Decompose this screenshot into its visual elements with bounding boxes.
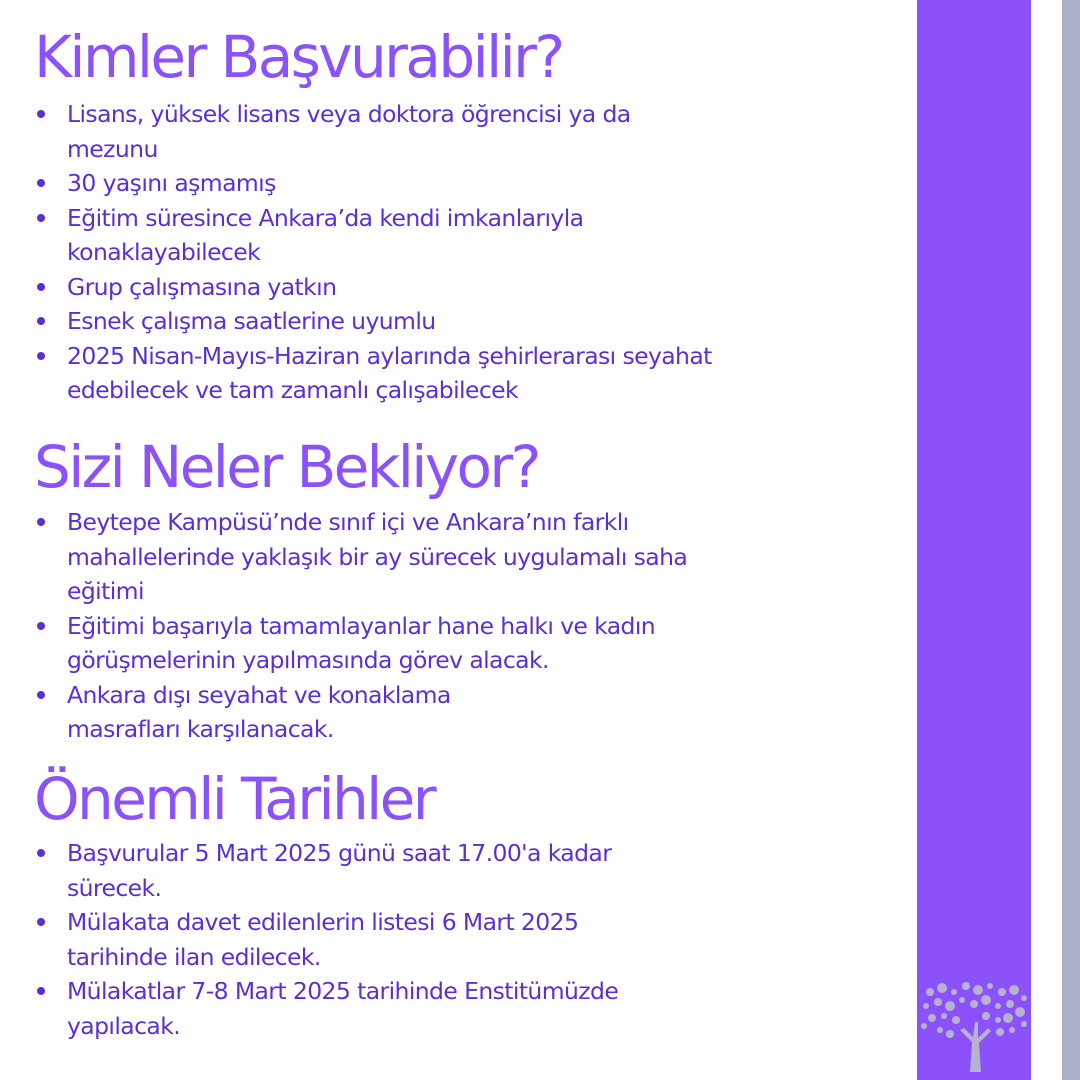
heading-important-dates: Önemli Tarihler [34, 765, 434, 833]
what-awaits-list [34, 505, 734, 747]
list-item: Başvurular 5 Mart 2025 günü saat 17.00'a kadar sürecek. [34, 836, 697, 905]
important-dates-list [34, 836, 714, 1043]
purple-side-band [917, 0, 1031, 1080]
list-item: 2025 Nisan-Mayıs-Haziran aylarında şehirlerarası seyahat edebilecek ve tam zamanlı çalışabilecek [34, 339, 837, 408]
heading-who-can-apply: Kimler Başvurabilir? [34, 23, 563, 91]
heading-what-awaits: Sizi Neler Bekliyor? [34, 433, 539, 501]
list-item: Beytepe Kampüsü’nde sınıf içi ve Ankara’nın farklı mahallelerinde yaklaşık bir ay sürecek uygulamalı saha eğitimi [34, 505, 727, 609]
gray-edge-band [1062, 0, 1080, 1080]
tree-logo-icon [920, 980, 1030, 1072]
list-item: Mülakata davet edilenlerin listesi 6 Mart 2025 tarihinde ilan edilecek. [34, 905, 677, 974]
list-item: Eğitimi başarıyla tamamlayanlar hane halkı ve kadın görüşmelerinin yapılmasında görev alacak. [34, 609, 757, 678]
list-item: Eğitim süresince Ankara’da kendi imkanlarıyla konaklayabilecek [34, 201, 707, 270]
list-item: Esnek çalışma saatlerine uyumlu [34, 304, 824, 339]
list-item: Grup çalışmasına yatkın [34, 270, 824, 305]
list-item: Ankara dışı seyahat ve konaklama masrafları karşılanacak. [34, 678, 537, 747]
list-item: Mülakatlar 7-8 Mart 2025 tarihinde Enstitümüzde yapılacak. [34, 974, 737, 1043]
list-item: 30 yaşını aşmamış [34, 166, 824, 201]
who-can-apply-list [34, 97, 824, 408]
list-item: Lisans, yüksek lisans veya doktora öğrencisi ya da mezunu [34, 97, 727, 166]
